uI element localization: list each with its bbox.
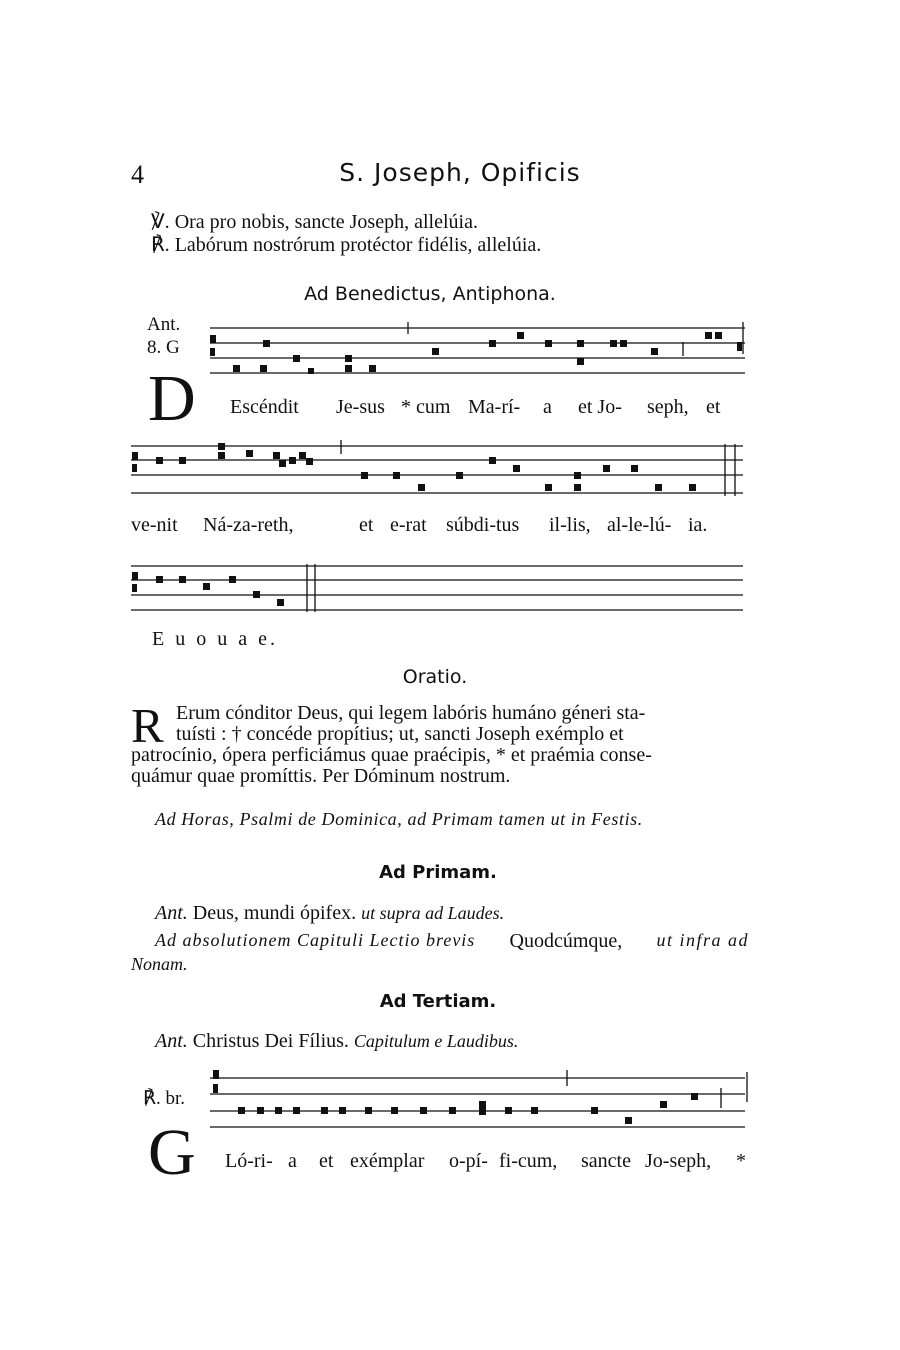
primam-absol-italic: Ad absolutionem Capituli Lectio brevis	[155, 930, 476, 950]
tertiam-lyric-7: sancte	[581, 1150, 631, 1172]
primam-absolution	[155, 930, 749, 953]
euouae: E u o u a e.	[152, 628, 278, 650]
tertiam-lyric-1: Ló-ri-	[225, 1150, 273, 1172]
primam-ant-text: Deus, mundi ópifex.	[192, 902, 357, 924]
tertiam-ant-text: Christus Dei Fílius.	[192, 1030, 349, 1052]
primam-absol-tail: ut infra ad	[656, 930, 749, 950]
chant-staff-2	[131, 440, 751, 500]
primam-absol-end: Nonam.	[131, 954, 188, 974]
chant-staff-1	[205, 320, 750, 390]
antiphon-lyric-2-7: al-le-lú-	[607, 514, 672, 536]
primam-antiphon	[155, 902, 504, 925]
running-head: S. Joseph, Opificis	[339, 158, 581, 187]
tertiam-antiphon	[155, 1030, 518, 1053]
antiphon-lyric-2-8: ia.	[688, 514, 708, 536]
antiphon-lyric-1-7: seph,	[647, 396, 689, 418]
antiphon-lyric-1-1: Escéndit	[230, 396, 299, 418]
antiphon-lyric-1-8: et	[706, 396, 721, 418]
oratio-line-2: tuísti : † concéde propítius; ut, sancti Joseph exémplo et	[176, 723, 624, 745]
oratio-line-4: quámur quae promíttis. Per Dóminum nostrum.	[131, 765, 511, 787]
antiphon-lyric-1-3: * cum	[401, 396, 451, 418]
antiphon-initial: D	[148, 362, 196, 435]
page-number: 4	[131, 160, 144, 189]
versicle-symbol: ℣.	[151, 211, 170, 233]
tertiam-lyric-4: exémplar	[350, 1150, 425, 1172]
primam-heading: Ad Primam.	[379, 862, 497, 883]
versicle-text: Ora pro nobis, sancte Joseph, allelúia.	[174, 211, 478, 233]
antiphon-label: Ant.	[147, 314, 181, 335]
antiphon-heading: Ad Benedictus, Antiphona.	[304, 283, 556, 305]
tertiam-ant-ref: Capitulum e Laudibus.	[353, 1031, 519, 1051]
response-symbol: ℟.	[151, 234, 170, 256]
antiphon-lyric-1-4: Ma-rí-	[468, 396, 521, 418]
primam-absol-roman: Quodcúmque,	[509, 930, 623, 952]
oratio-heading: Oratio.	[402, 666, 468, 688]
tertiam-lyric-8: Jo-seph,	[645, 1150, 712, 1172]
versicle-line	[151, 210, 478, 234]
oratio-line-3: patrocínio, ópera perficiámus quae praécipis, * et praémia conse-	[131, 744, 652, 766]
primam-ant-ref: ut supra ad Laudes.	[361, 903, 505, 923]
response-line	[151, 233, 541, 257]
antiphon-lyric-2-3: et	[359, 514, 374, 536]
oratio-line-1: Erum cónditor Deus, qui legem labóris humáno géneri sta-	[176, 702, 646, 724]
tertiam-lyric-9: *	[736, 1150, 746, 1172]
tertiam-lyric-6: fi-cum,	[499, 1150, 558, 1172]
rubric-hours: Ad Horas, Psalmi de Dominica, ad Primam tamen ut in Festis.	[155, 809, 643, 829]
antiphon-lyric-1-5: a	[543, 396, 552, 418]
tertiam-lyric-2: a	[288, 1150, 297, 1172]
tertiam-rbr-label: ℟. br.	[143, 1088, 186, 1109]
antiphon-lyric-2-1: ve-nit	[131, 514, 178, 536]
antiphon-lyric-1-2: Je-sus	[336, 396, 385, 418]
antiphon-lyric-2-5: súbdi-tus	[446, 514, 520, 536]
primam-ant-label: Ant.	[155, 902, 188, 924]
antiphon-mode: 8. G	[147, 337, 180, 358]
antiphon-lyric-2-4: e-rat	[390, 514, 427, 536]
oratio-initial: R	[131, 698, 164, 753]
tertiam-initial: G	[148, 1116, 196, 1189]
tertiam-heading: Ad Tertiam.	[379, 991, 497, 1012]
chant-staff-4	[205, 1068, 750, 1138]
tertiam-lyric-5: o-pí-	[449, 1150, 488, 1172]
chant-staff-3	[131, 562, 751, 617]
response-text: Labórum nostrórum protéctor fidélis, allelúia.	[174, 234, 542, 256]
antiphon-lyric-2-6: il-lis,	[549, 514, 591, 536]
tertiam-ant-label: Ant.	[155, 1030, 188, 1052]
tertiam-lyric-3: et	[319, 1150, 334, 1172]
antiphon-lyric-2-2: Ná-za-reth,	[203, 514, 294, 536]
antiphon-lyric-1-6: et Jo-	[578, 396, 622, 418]
